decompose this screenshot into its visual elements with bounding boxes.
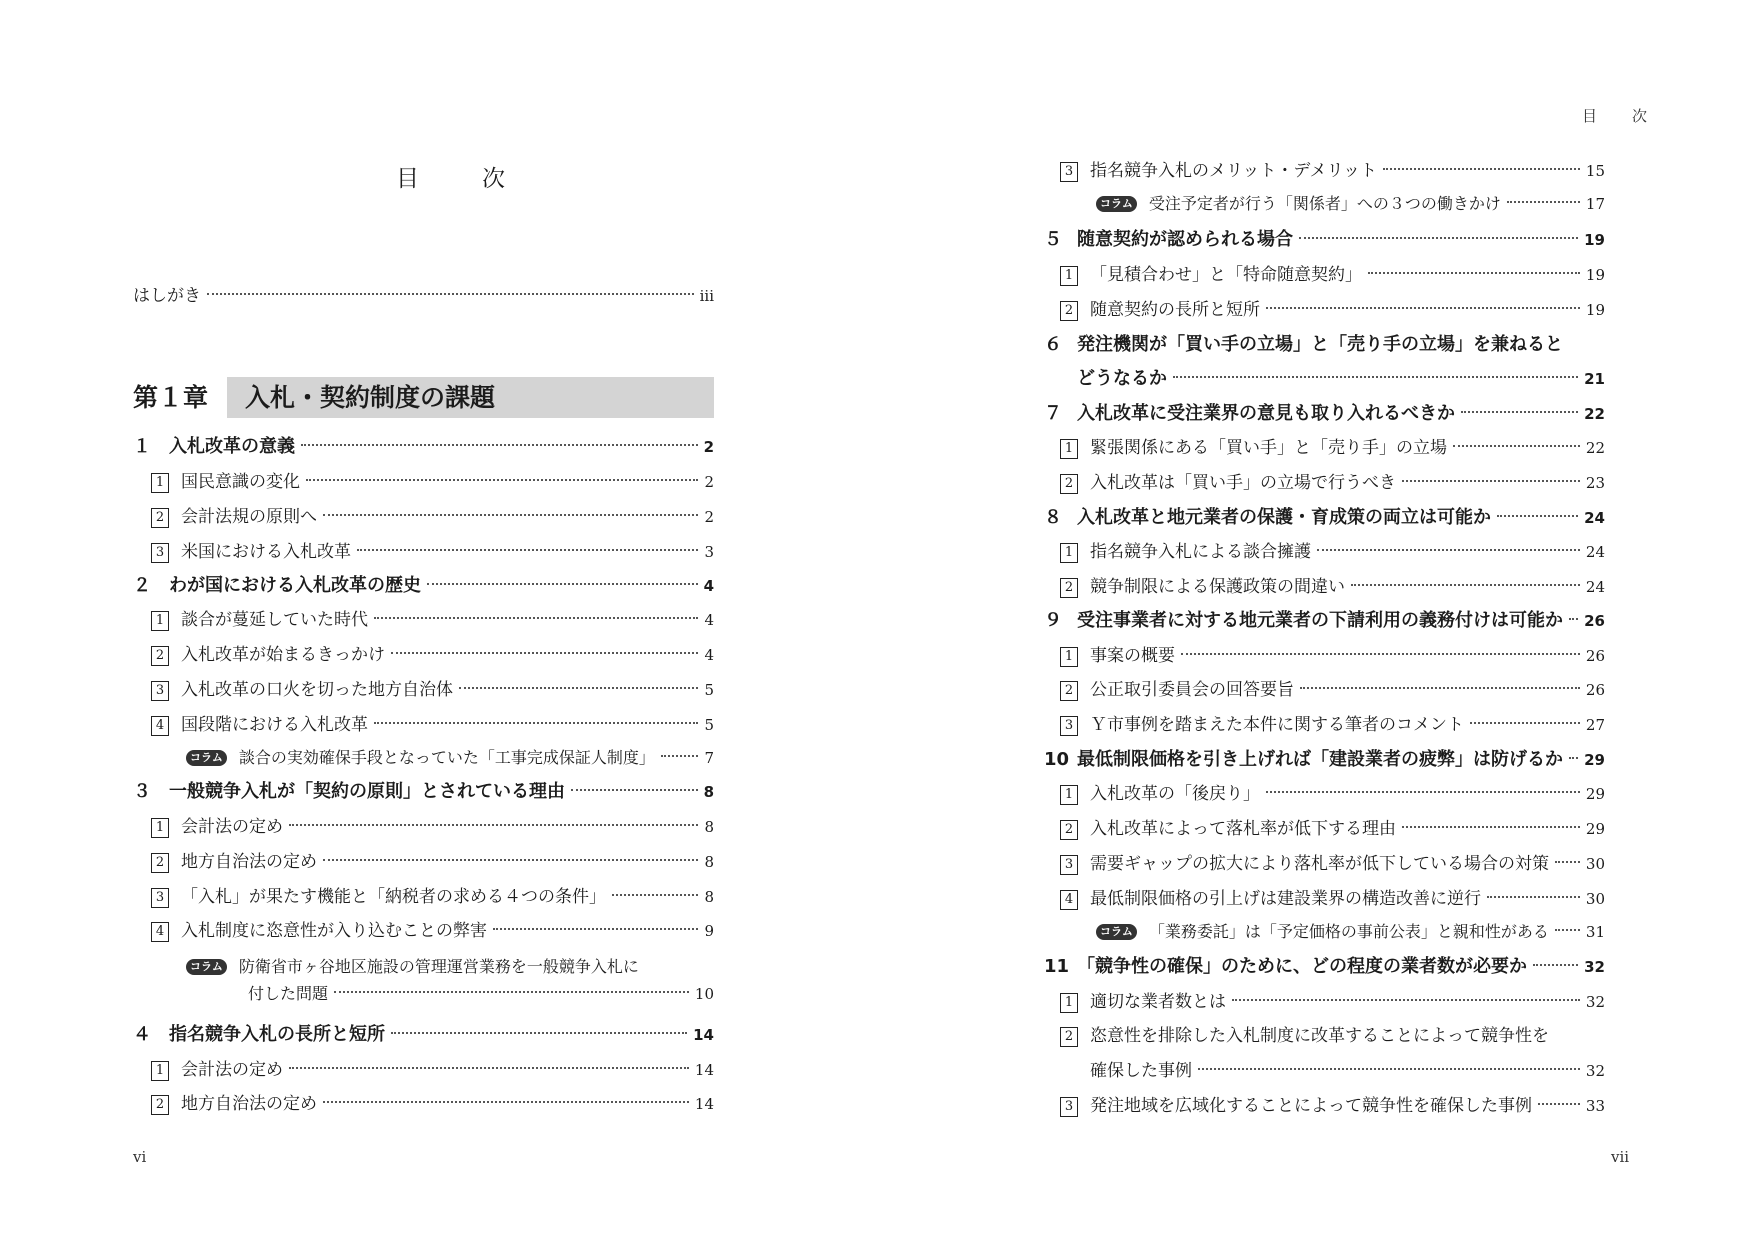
section-number: ４ [133, 1024, 151, 1045]
entry-text: 発注地域を広域化することによって競争性を確保した事例 [1090, 1096, 1532, 1116]
subsection-number-box: 3 [1060, 162, 1078, 182]
column-badge: コラム [186, 959, 227, 975]
page-number: 3 [704, 543, 714, 561]
page-number: 4 [704, 646, 714, 664]
toc-entry-section[interactable] [1044, 747, 1605, 773]
page-number: 8 [703, 783, 714, 801]
toc-entry-subsection[interactable] [151, 1057, 714, 1083]
toc-entry-column-line2[interactable] [248, 981, 714, 1007]
toc-entry-subsection[interactable] [151, 1091, 714, 1117]
entry-text-continued: 確保した事例 [1090, 1061, 1192, 1081]
entry-text: 随意契約が認められる場合 [1077, 229, 1293, 250]
entry-text: 最低制限価格の引上げは建設業界の構造改善に逆行 [1090, 889, 1481, 909]
page-number: 33 [1585, 1097, 1605, 1115]
entry-text: 「業務委託」は「予定価格の事前公表」と親和性がある [1148, 922, 1549, 941]
toc-entry-column-line1[interactable] [186, 954, 639, 980]
subsection-number-box: 4 [151, 716, 169, 736]
section-number: ３ [133, 781, 151, 802]
toc-entry-subsection[interactable] [1060, 297, 1605, 323]
subsection-number-box: 4 [151, 922, 169, 942]
page-number: 8 [704, 888, 714, 906]
page-number: 4 [704, 611, 714, 629]
entry-text: はしがき [133, 286, 201, 306]
entry-text: 会計法の定め [181, 1060, 283, 1080]
toc-entry-preface[interactable] [133, 283, 714, 309]
section-number: ７ [1044, 403, 1062, 424]
toc-entry-section-line2[interactable] [1077, 366, 1605, 392]
entry-text: 発注機関が「買い手の立場」と「売り手の立場」を兼ねると [1077, 334, 1563, 355]
subsection-number-box: 2 [151, 508, 169, 528]
page-number: 19 [1585, 266, 1605, 284]
toc-entry-section[interactable] [133, 434, 714, 460]
entry-text: 緊張関係にある「買い手」と「売り手」の立場 [1090, 438, 1447, 458]
left-page [0, 0, 877, 1240]
toc-entry-subsection[interactable] [151, 539, 714, 565]
toc-entry-section-line1[interactable] [1044, 332, 1563, 358]
entry-text: 入札改革が始まるきっかけ [181, 645, 385, 665]
page-number: 8 [704, 853, 714, 871]
entry-text: 地方自治法の定め [181, 852, 317, 872]
entry-text: 競争制限による保護政策の間違い [1090, 577, 1345, 597]
entry-text: 防衛省市ヶ谷地区施設の管理運営業務を一般競争入札に [238, 957, 639, 976]
entry-text: 談合の実効確保手段となっていた「工事完成保証人制度」 [238, 748, 655, 767]
toc-entry-subsection[interactable] [1060, 158, 1605, 184]
toc-entry-subsection[interactable] [1060, 435, 1605, 461]
page-number: 29 [1585, 785, 1605, 803]
section-number: 10 [1044, 749, 1070, 770]
entry-text: 随意契約の長所と短所 [1090, 300, 1260, 320]
toc-entry-subsection[interactable] [151, 884, 714, 910]
running-head: 目 次 [1582, 107, 1658, 125]
entry-text: 入札改革と地元業者の保護・育成策の両立は可能か [1077, 507, 1491, 528]
toc-entry-column[interactable] [1096, 191, 1605, 217]
subsection-number-box: 3 [151, 681, 169, 701]
toc-entry-subsection[interactable] [151, 712, 714, 738]
entry-text: Ｙ市事例を踏まえた本件に関する筆者のコメント [1090, 715, 1464, 735]
page-number: 26 [1585, 681, 1605, 699]
page-number: 26 [1584, 612, 1605, 630]
entry-text: 一般競争入札が「契約の原則」とされている理由 [169, 781, 565, 802]
page-number: 27 [1585, 716, 1605, 734]
toc-entry-section[interactable] [1044, 505, 1605, 531]
entry-text: 指名競争入札のメリット・デメリット [1090, 161, 1377, 181]
page-number: 8 [704, 818, 714, 836]
entry-text: 受注事業者に対する地元業者の下請利用の義務付けは可能か [1077, 610, 1563, 631]
entry-text: 入札制度に恣意性が入り込むことの弊害 [181, 921, 487, 941]
entry-text-continued: 付した問題 [248, 984, 329, 1003]
subsection-number-box: 2 [151, 853, 169, 873]
toc-entry-subsection[interactable] [1060, 643, 1605, 669]
toc-entry-subsection[interactable] [1060, 712, 1605, 738]
toc-title: 目 次 [396, 166, 525, 192]
page-number: 2 [704, 508, 714, 526]
entry-text: 会計法規の原則へ [181, 507, 317, 527]
toc-entry-subsection[interactable] [1060, 470, 1605, 496]
page-number: 14 [693, 1026, 714, 1044]
toc-entry-subsection[interactable] [1060, 574, 1605, 600]
page-number: 26 [1585, 647, 1605, 665]
section-number: ８ [1044, 507, 1062, 528]
column-badge: コラム [1096, 196, 1137, 212]
chapter-heading [133, 377, 714, 418]
toc-entry-subsection[interactable] [1060, 851, 1605, 877]
section-number: １ [133, 436, 151, 457]
subsection-number-box: 3 [151, 888, 169, 908]
page-number: 24 [1585, 578, 1605, 596]
page-number: 9 [704, 922, 714, 940]
page-number: 32 [1584, 958, 1605, 976]
page-number: 24 [1585, 543, 1605, 561]
entry-text: 指名競争入札の長所と短所 [169, 1024, 385, 1045]
page-number: 14 [694, 1095, 714, 1113]
right-page [877, 0, 1755, 1240]
entry-text: 公正取引委員会の回答要旨 [1090, 680, 1294, 700]
entry-text: 地方自治法の定め [181, 1094, 317, 1114]
toc-entry-section[interactable] [1044, 227, 1605, 253]
toc-entry-subsection[interactable] [1060, 539, 1605, 565]
entry-text: 入札改革は「買い手」の立場で行うべき [1090, 473, 1396, 493]
page-number: 23 [1585, 474, 1605, 492]
page-number: 19 [1584, 231, 1605, 249]
page-number: 22 [1584, 405, 1605, 423]
subsection-number-box: 1 [1060, 647, 1078, 667]
page-folio: vi [133, 1148, 147, 1166]
page-number: 24 [1584, 509, 1605, 527]
page-folio: vii [1611, 1148, 1630, 1166]
toc-entry-section[interactable] [133, 573, 714, 599]
subsection-number-box: 1 [1060, 543, 1078, 563]
page-number: iii [699, 287, 714, 305]
toc-entry-section[interactable] [133, 779, 714, 805]
entry-text: 国段階における入札改革 [181, 715, 368, 735]
page-number: 17 [1585, 195, 1605, 213]
chapter-number: 第１章 [133, 383, 209, 412]
entry-text: 入札改革の「後戻り」 [1090, 784, 1260, 804]
toc-entry-subsection[interactable] [151, 918, 714, 944]
chapter-title: 入札・契約制度の課題 [227, 377, 714, 418]
page-number: 21 [1584, 370, 1605, 388]
subsection-number-box: 2 [1060, 474, 1078, 494]
subsection-number-box: 1 [151, 473, 169, 493]
toc-entry-section[interactable] [133, 1022, 714, 1048]
subsection-number-box: 2 [1060, 1027, 1078, 1047]
toc-entry-subsection[interactable] [151, 814, 714, 840]
subsection-number-box: 1 [1060, 785, 1078, 805]
entry-text: 需要ギャップの拡大により落札率が低下している場合の対策 [1090, 854, 1549, 874]
section-number: ５ [1044, 229, 1062, 250]
toc-entry-subsection[interactable] [1060, 816, 1605, 842]
toc-entry-subsection-line1[interactable] [1060, 1023, 1549, 1049]
subsection-number-box: 2 [1060, 681, 1078, 701]
entry-text: 最低制限価格を引き上げれば「建設業者の疲弊」は防げるか [1077, 749, 1563, 770]
entry-text: 事案の概要 [1090, 646, 1175, 666]
subsection-number-box: 1 [1060, 439, 1078, 459]
subsection-number-box: 1 [1060, 993, 1078, 1013]
subsection-number-box: 1 [151, 1061, 169, 1081]
entry-text-continued: どうなるか [1077, 368, 1167, 389]
subsection-number-box: 2 [151, 1095, 169, 1115]
entry-text: 国民意識の変化 [181, 472, 300, 492]
entry-text: 入札改革によって落札率が低下する理由 [1090, 819, 1396, 839]
entry-text: 会計法の定め [181, 817, 283, 837]
subsection-number-box: 3 [1060, 716, 1078, 736]
toc-entry-subsection[interactable] [1060, 781, 1605, 807]
subsection-number-box: 1 [151, 611, 169, 631]
subsection-number-box: 1 [1060, 266, 1078, 286]
entry-text: 談合が蔓延していた時代 [181, 610, 368, 630]
page-number: 7 [704, 749, 714, 767]
page-number: 4 [703, 577, 714, 595]
page-number: 5 [704, 716, 714, 734]
toc-entry-subsection[interactable] [151, 607, 714, 633]
toc-entry-subsection[interactable] [1060, 886, 1605, 912]
entry-text: 入札改革に受注業界の意見も取り入れるべきか [1077, 403, 1455, 424]
page-number: 30 [1585, 890, 1605, 908]
toc-entry-subsection[interactable] [151, 504, 714, 530]
page-number: 29 [1584, 751, 1605, 769]
page-number: 31 [1585, 923, 1605, 941]
page-number: 32 [1585, 1062, 1605, 1080]
entry-text: 米国における入札改革 [181, 542, 351, 562]
page-number: 29 [1585, 820, 1605, 838]
page-number: 19 [1585, 301, 1605, 319]
page-number: 2 [703, 438, 714, 456]
entry-text: 適切な業者数とは [1090, 992, 1226, 1012]
section-number: ２ [133, 575, 151, 596]
section-number: ９ [1044, 610, 1062, 631]
toc-entry-subsection[interactable] [1060, 677, 1605, 703]
subsection-number-box: 2 [1060, 578, 1078, 598]
page-number: 15 [1585, 162, 1605, 180]
section-number: ６ [1044, 334, 1062, 355]
toc-entry-subsection-line2[interactable] [1090, 1058, 1605, 1084]
subsection-number-box: 3 [151, 543, 169, 563]
page-number: 14 [694, 1061, 714, 1079]
toc-entry-section[interactable] [1044, 954, 1605, 980]
column-badge: コラム [1096, 924, 1137, 940]
toc-entry-column[interactable] [1096, 919, 1605, 945]
page-number: 10 [694, 985, 714, 1003]
subsection-number-box: 2 [1060, 820, 1078, 840]
entry-text: わが国における入札改革の歴史 [169, 575, 421, 596]
page-number: 22 [1585, 439, 1605, 457]
entry-text: 入札改革の意義 [169, 436, 295, 457]
toc-entry-subsection[interactable] [151, 469, 714, 495]
entry-text: 受注予定者が行う「関係者」への３つの働きかけ [1148, 194, 1501, 213]
entry-text: 「見積合わせ」と「特命随意契約」 [1090, 265, 1362, 285]
entry-text: 指名競争入札による談合擁護 [1090, 542, 1311, 562]
toc-entry-subsection[interactable] [1060, 262, 1605, 288]
subsection-number-box: 3 [1060, 855, 1078, 875]
page-number: 30 [1585, 855, 1605, 873]
entry-text: 「競争性の確保」のために、どの程度の業者数が必要か [1077, 956, 1527, 977]
entry-text: 入札改革の口火を切った地方自治体 [181, 680, 453, 700]
subsection-number-box: 2 [1060, 301, 1078, 321]
toc-entry-section[interactable] [1044, 608, 1605, 634]
subsection-number-box: 2 [151, 646, 169, 666]
page-number: 5 [704, 681, 714, 699]
column-badge: コラム [186, 750, 227, 766]
toc-entry-subsection[interactable] [151, 677, 714, 703]
entry-text: 「入札」が果たす機能と「納税者の求める４つの条件」 [181, 887, 606, 907]
subsection-number-box: 3 [1060, 1097, 1078, 1117]
page-number: 32 [1585, 993, 1605, 1011]
toc-entry-subsection[interactable] [1060, 1093, 1605, 1119]
toc-entry-subsection[interactable] [1060, 989, 1605, 1015]
toc-entry-subsection[interactable] [151, 849, 714, 875]
entry-text: 恣意性を排除した入札制度に改革することによって競争性を [1090, 1026, 1549, 1046]
page-number: 2 [704, 473, 714, 491]
toc-entry-column[interactable] [186, 745, 714, 771]
subsection-number-box: 4 [1060, 890, 1078, 910]
subsection-number-box: 1 [151, 818, 169, 838]
toc-entry-section[interactable] [1044, 401, 1605, 427]
toc-entry-subsection[interactable] [151, 642, 714, 668]
section-number: 11 [1044, 956, 1070, 977]
